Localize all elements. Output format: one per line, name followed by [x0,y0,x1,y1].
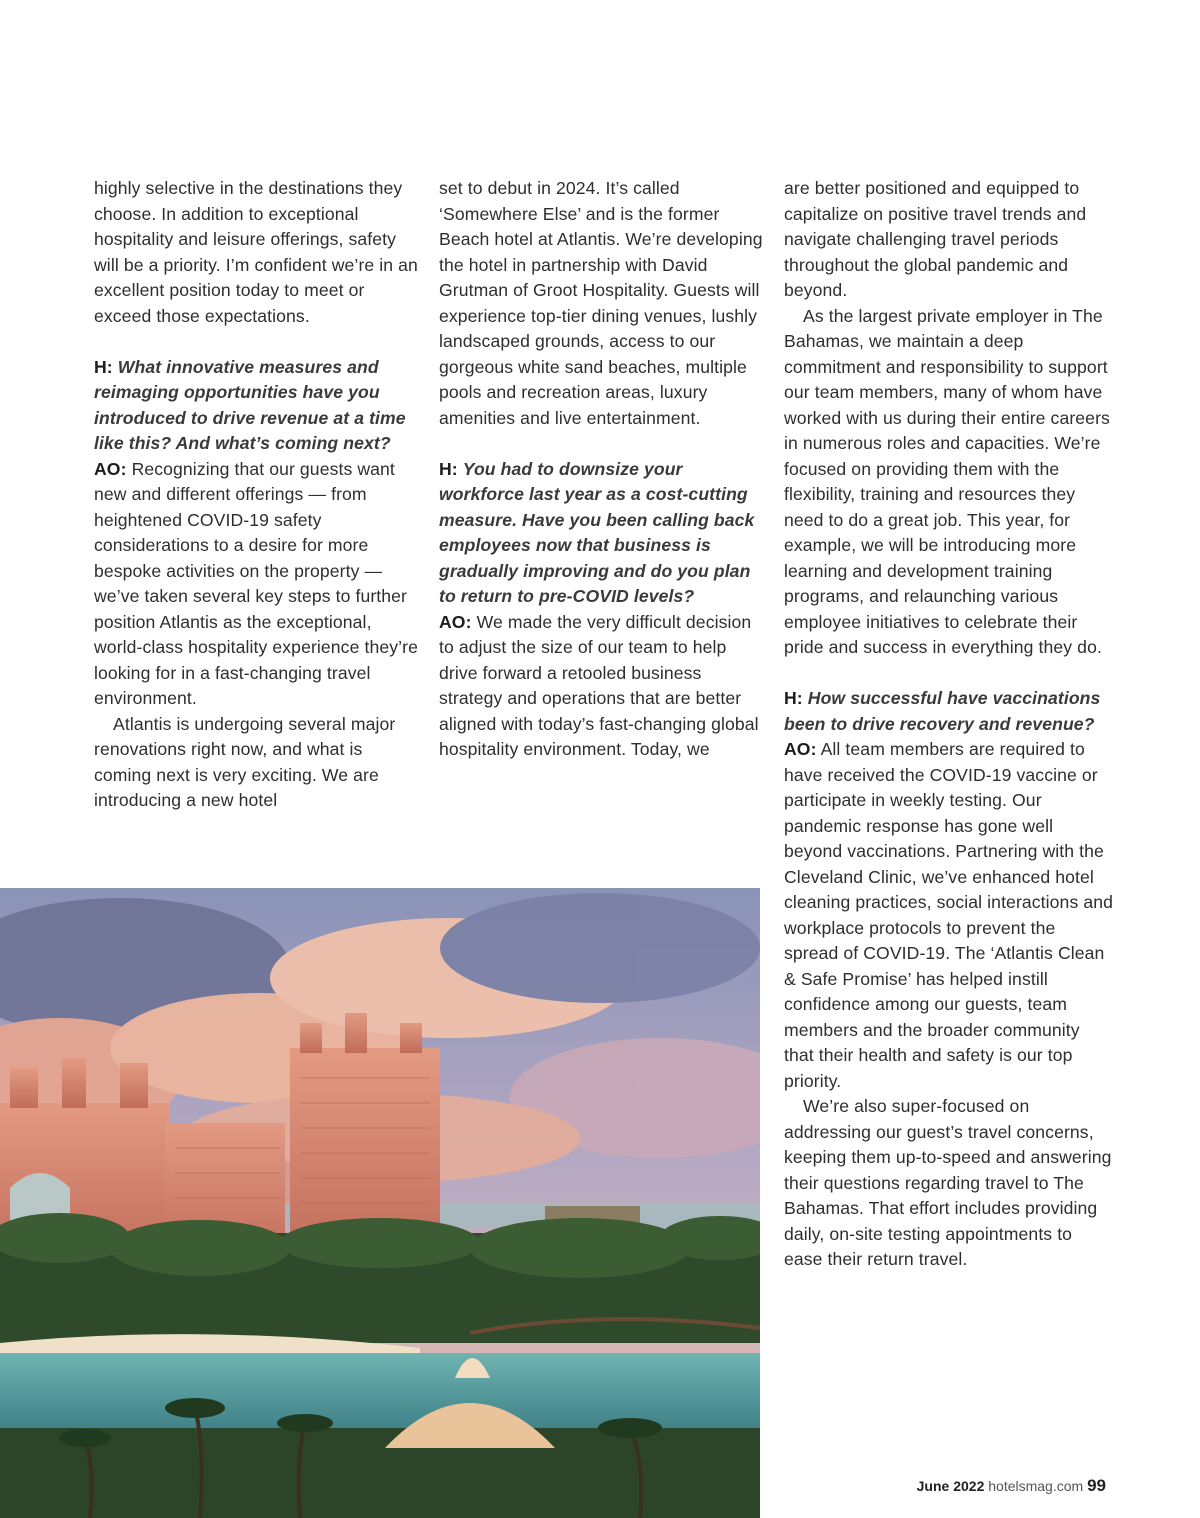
foreground-foliage [0,1428,760,1518]
answer-text: We made the very difficult decision to adjust the size of our team to help drive forward a retooled business strategy and operations that are better aligned with today’s fast-changing global hospitality environment. Today, we [439,611,759,759]
answer-label: AO: [784,739,817,759]
interview-answer [94,457,424,712]
interview-answer [784,737,1114,1094]
issue-date: June 2022 [916,1478,985,1494]
article-column-3 [784,176,1114,1273]
page-number: 99 [1087,1476,1106,1495]
interview-question [784,686,1114,737]
article-column-2 [439,176,769,763]
body-paragraph: are better positioned and equipped to capitalize on positive travel trends and navigate challenging travel periods throughout the global pandemic and beyond. [784,178,1087,300]
article-column-1 [94,176,424,814]
question-text: You had to downsize your workforce last year as a cost-cutting measure. Have you been calling back employees now that business is gradually improving and do you plan to return to pre-COVID levels? [439,458,755,606]
body-paragraph: Atlantis is undergoing several major renovations right now, and what is coming next is very exciting. We are introducing a new hotel [94,713,396,810]
question-label: H: [439,458,458,479]
website: hotelsmag.com [988,1478,1084,1494]
answer-label: AO: [94,458,127,479]
body-paragraph: set to debut in 2024. It’s called ‘Somewhere Else’ and is the former Beach hotel at Atlantis. We’re developing the hotel in partnership with David Grutman of Groot Hospitality. Guests will experience top-tier dining venues, lushly landscaped grounds, access to our gorgeous white sand beaches, multiple pools and recreation areas, luxury amenities and live entertainment. [439,178,763,428]
question-label: H: [784,688,803,708]
question-text: What innovative measures and reimaging opportunities have you introduced to drive revenue at a time like this? And what’s coming next? [94,356,406,453]
question-label: H: [94,356,113,377]
body-paragraph: highly selective in the destinations they choose. In addition to exceptional hospitality and leisure offerings, safety will be a priority. I’m confident we’re in an excellent position today to meet or exceed those expectations. [94,178,418,326]
answer-label: AO: [439,611,472,632]
answer-text: All team members are required to have received the COVID-19 vaccine or participate in weekly testing. Our pandemic response has gone well beyond vaccinations. Partnering with the Cleveland Clinic, we’ve enhanced hotel cleaning practices, social interactions and workplace protocols to prevent the spread of COVID-19. The ‘Atlantis Clean & Safe Promise’ has helped instill confidence among our guests, team members and the broader community that their health and safety is our top priority. [784,739,1113,1091]
body-paragraph: We’re also super-focused on addressing our guest’s travel concerns, keeping them up-to-speed and answering their questions regarding travel to The Bahamas. That effort includes providing daily, on-site testing appointments to ease their return travel. [784,1096,1112,1269]
resort-photo [0,888,760,1518]
question-text: How successful have vaccinations been to drive recovery and revenue? [784,688,1101,734]
answer-text: Recognizing that our guests want new and different offerings — from heightened COVID-19 safety considerations to a desire for more bespoke activities on the property — we’ve taken several key steps to further position Atlantis as the exceptional, world-class hospitality experience they’re looking for in a fast-changing travel environment. [94,458,418,708]
page-footer [917,1476,1106,1496]
interview-answer [439,610,769,763]
interview-question [439,457,769,610]
paragraph-gap [784,661,1114,687]
paragraph-gap [439,431,769,457]
paragraph-gap [94,329,424,355]
body-paragraph: As the largest private employer in The Bahamas, we maintain a deep commitment and responsibility to support our team members, many of whom have worked with us during their entire careers in numerous roles and capacities. We’re focused on providing them with the flexibility, training and resources they need to do a great job. This year, for example, we will be introducing more learning and development training programs, and relaunching various employee initiatives to celebrate their pride and success in everything they do. [784,305,1110,657]
interview-question [94,355,424,457]
